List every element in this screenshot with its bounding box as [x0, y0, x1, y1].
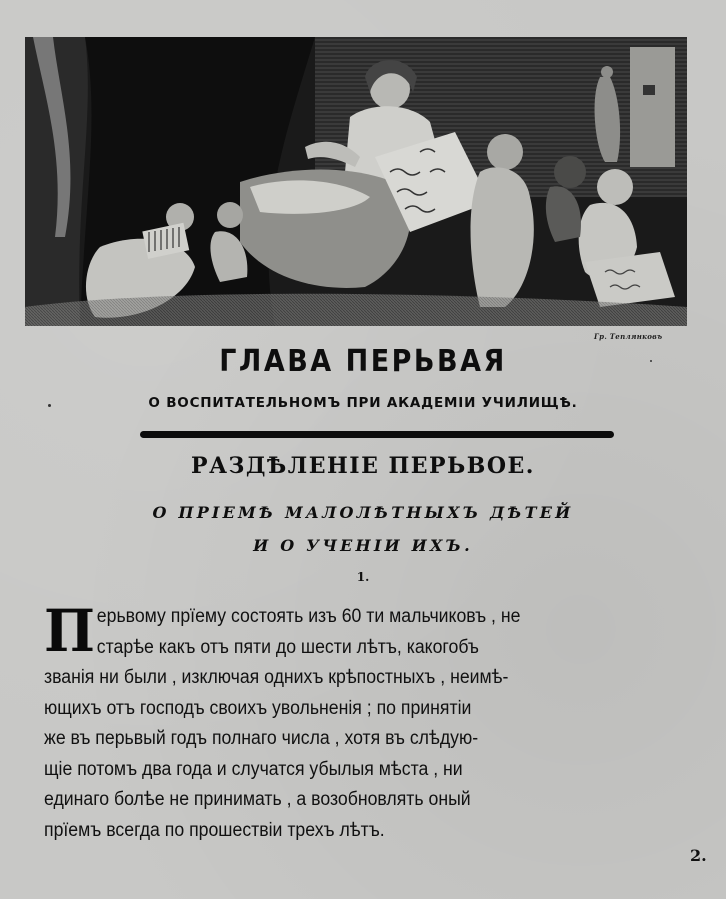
body-line: ерьвому прїему состоять изъ 60 ти мальчиковъ , не: [96, 606, 521, 627]
body-line: ющихъ отъ господъ своихъ увольненія ; по принятіи: [44, 697, 472, 719]
chapter-title: ГЛАВА ПЕРЬВАЯ: [219, 344, 507, 379]
section-subtitle-line-2: И О УЧЕНІИ ИХЪ.: [253, 536, 473, 555]
chapter-subtitle: О ВОСПИТАТЕЛЬНОМЪ ПРИ АКАДЕМІИ УЧИЛИЩѢ.: [148, 395, 578, 411]
section-subtitle-line-1: О ПРІЕМѢ МАЛОЛѢТНЫХЪ ДѢТЕЙ: [152, 503, 574, 522]
page-number: 2.: [690, 846, 707, 865]
body-line: старѣе какъ отъ пяти до шести лѣтъ, какогобъ: [96, 636, 479, 658]
print-speck: [650, 360, 652, 362]
body-line: щіе потомъ два года и случатся убылыя мѣста , ни: [44, 758, 463, 780]
section-subtitle: [0, 496, 726, 562]
drop-cap-letter: П: [44, 597, 95, 665]
body-line: званія ни были , изключая однихъ крѣпостныхъ , неимѣ-: [44, 667, 509, 688]
paragraph-number: 1.: [356, 570, 370, 584]
decorative-rule-divider: [140, 431, 614, 438]
section-title: РАЗДѢЛЕНІЕ ПЕРЬВОЕ.: [191, 453, 535, 479]
print-speck: [48, 404, 51, 407]
body-paragraph: [44, 597, 649, 846]
body-line: же въ перьвый годъ полнаго числа , хотя въ слѣдую-: [44, 728, 479, 749]
engraved-headpiece-illustration: [25, 37, 687, 326]
body-line: прїемъ всегда по прошествіи трехъ лѣтъ.: [44, 819, 385, 841]
engraver-signature: Гр. Теплянковъ: [594, 332, 663, 341]
body-line: единаго болѣе не принимать , а возобновлять оный: [44, 789, 471, 810]
